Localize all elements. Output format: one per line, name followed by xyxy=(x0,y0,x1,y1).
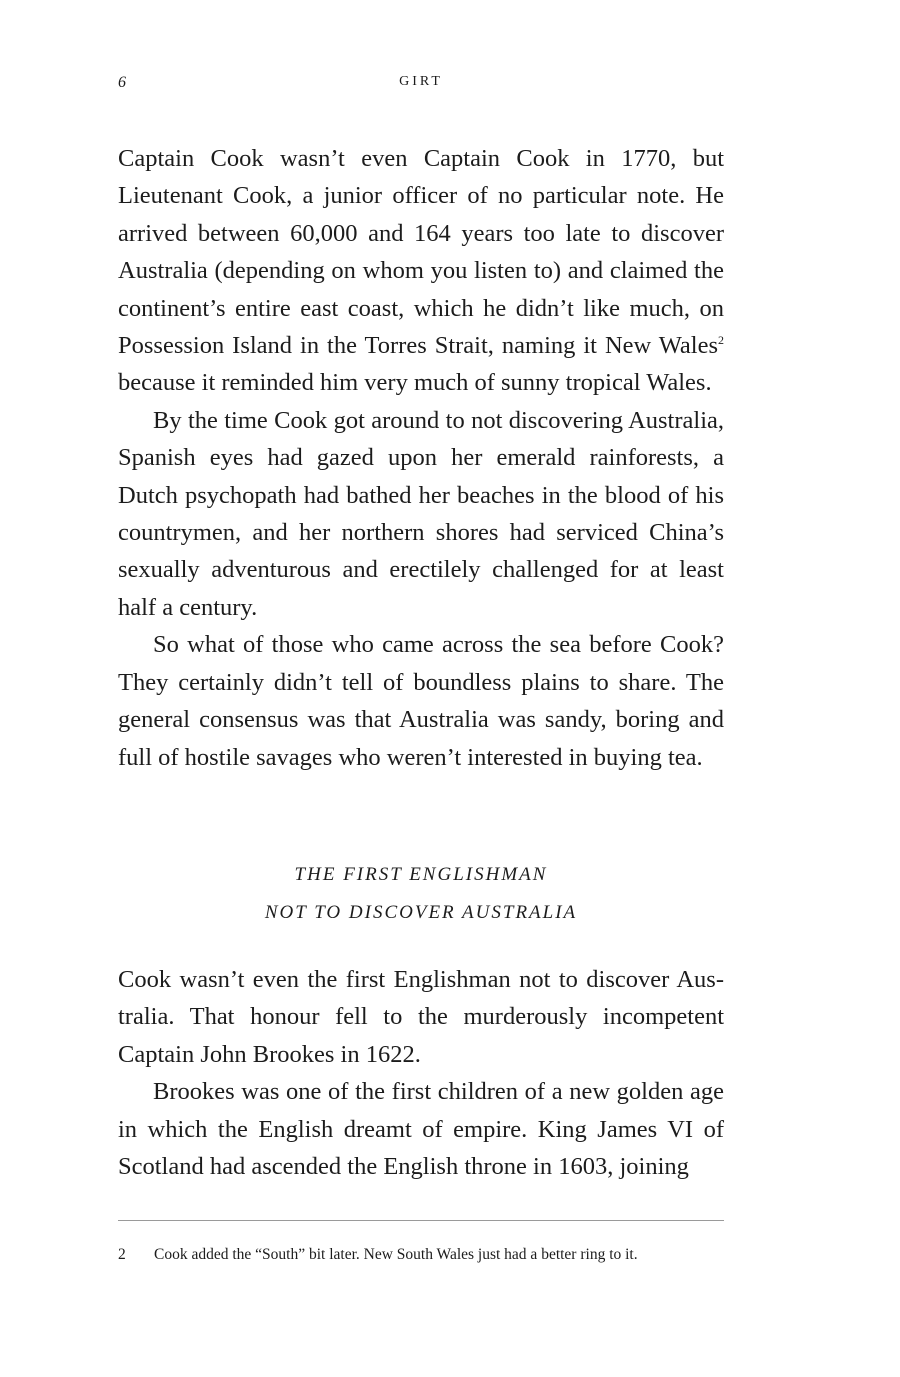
book-title: GIRT xyxy=(399,74,443,89)
footnote-divider xyxy=(118,1220,724,1221)
section-paragraph-1: Cook wasn’t even the first Englishman not to discover Australia. That honour fell to the murderously incompetent Captain John Brookes in 1622. xyxy=(118,966,724,1068)
paragraph-text: because it reminded him very much of sunny tropical Wales. xyxy=(118,369,712,397)
paragraph-1 xyxy=(118,140,724,402)
paragraph-2: By the time Cook got around to not discovering Australia, Spanish eyes had gazed upon her emerald rainforests, a Dutch psychopath had bathed her beaches in the blood of his countrymen, and her northern shores had serviced China’s sexually adventurous and erectilely challenged for at least half a century. xyxy=(118,406,724,621)
section-paragraph-2: Brookes was one of the first children of a new golden age in which the English dreamt of empire. King James VI of Scotland had ascended the English throne in 1603, joining xyxy=(118,1078,724,1181)
paragraph-3: So what of those who came across the sea before Cook? They certainly didn’t tell of boundless plains to share. The general consensus was that Australia was sandy, boring and full of hostile savages who weren’t interested in buying tea. xyxy=(118,631,724,771)
section-heading xyxy=(118,856,724,932)
paragraph-text: Captain Cook wasn’t even Captain Cook in 1770, but Lieutenant Cook, a junior officer of no particular note. He arrived between 60,000 and 164 years too late to discover Australia (depending on whom you listen to) and claimed the continent’s entire east coast, which he didn’t like much, on Possession Island in the Torres Strait, naming it New Wales xyxy=(118,145,724,360)
main-text xyxy=(118,140,724,776)
running-header xyxy=(118,74,724,98)
section-heading-line-2: NOT TO DISCOVER AUSTRALIA xyxy=(264,902,578,923)
section-text xyxy=(118,961,724,1185)
footnote-reference: 2 xyxy=(718,333,724,348)
page-number: 6 xyxy=(118,74,126,91)
section-heading-line-1: THE FIRST ENGLISHMAN xyxy=(294,864,548,885)
footnote-text: Cook added the “South” bit later. New South Wales just had a better ring to it. xyxy=(154,1246,638,1263)
footnote-number: 2 xyxy=(118,1246,126,1263)
